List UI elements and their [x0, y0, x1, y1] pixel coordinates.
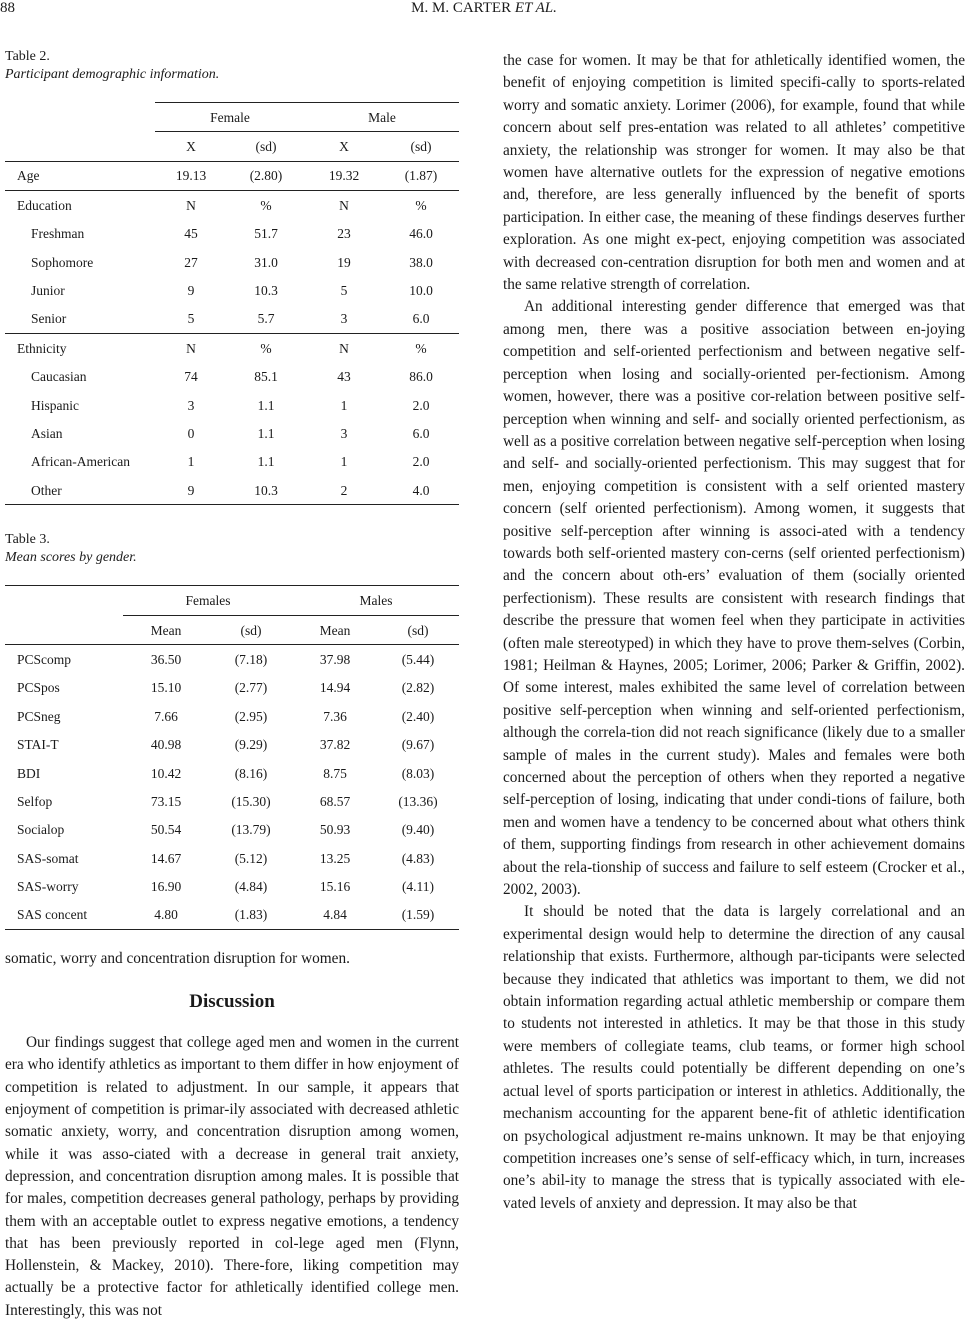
table2-row-label: Other — [31, 482, 62, 498]
table2-row-label: Age — [17, 168, 40, 184]
discussion-paragraph-2: the case for women. It may be that for athletically identified women, the benefit of enjoying competition is limited specifi-cally to sports-related worry and somatic anxiety. Lorimer (2006), for example, found that while concern about self pres-entation was related to all athletes’ competitive anxiety, the relationship was stronger for women. It may also be that women have alternative outlets for the expression of negative emotions and, therefore, are less generally influenced by the benefit of sports participation. In either case, the meaning of these findings deserves further exploration. As one might ex-pect, enjoying competition was associated with decreased con-centration disruption for both men and women and at the same relative strength of correlation. — [503, 52, 965, 294]
table2-row — [5, 161, 459, 190]
table3-cell: (9.67) — [401, 737, 435, 753]
table2-group-male: Male — [305, 103, 459, 132]
table2-cell: 2.0 — [412, 397, 430, 413]
table2-cell: % — [415, 340, 427, 356]
table2-row — [5, 334, 459, 363]
table3-cell: 37.82 — [319, 737, 351, 753]
table3-mean-scores — [5, 585, 459, 930]
table2-group-row — [5, 103, 459, 132]
table2-cell: 19 — [337, 254, 351, 270]
table2-col-sd1: (sd) — [255, 139, 277, 155]
table3-cell: (2.82) — [401, 680, 435, 696]
table2-cell: 3 — [340, 311, 348, 327]
table2-col-x1: X — [186, 139, 196, 155]
table2-cell: 1 — [340, 397, 348, 413]
table3-col-sd2: (sd) — [407, 622, 429, 638]
table2-cell: 10.3 — [254, 482, 278, 498]
table3-cell: 10.42 — [150, 765, 182, 781]
table3-cell: 73.15 — [150, 793, 182, 809]
table3-row — [5, 787, 459, 815]
table3-cell: 4.84 — [323, 907, 347, 923]
table3-cell: 36.50 — [150, 651, 182, 667]
right-column — [503, 50, 965, 1215]
table3-caption-title: Mean scores by gender. — [5, 550, 137, 566]
table2-row — [5, 391, 459, 419]
table2-cell: 51.7 — [254, 226, 278, 242]
table2-row — [5, 363, 459, 391]
table3-cell: (4.11) — [401, 879, 435, 895]
running-authors — [0, 0, 968, 17]
table2-demographics — [5, 102, 459, 505]
table2-cell: 1.1 — [257, 454, 275, 470]
table2-row — [5, 220, 459, 248]
table2-row — [5, 276, 459, 304]
table3-row-label: STAI-T — [17, 737, 59, 753]
table3-cell: 8.75 — [323, 765, 347, 781]
table3-row-label: Socialop — [17, 822, 65, 838]
table3-cell: (4.84) — [234, 879, 268, 895]
table2-cell: 5 — [340, 283, 348, 299]
table2-cell: 19.32 — [328, 168, 360, 184]
table3-group-male: Males — [293, 586, 459, 615]
table3-row — [5, 730, 459, 758]
table3-cell: (13.79) — [231, 822, 271, 838]
lead-text: somatic, worry and concentration disruption for women. — [5, 950, 350, 968]
table2-row-label: Hispanic — [31, 397, 79, 413]
table2-cell: 6.0 — [412, 311, 430, 327]
table2-cell: 45 — [184, 226, 198, 242]
table3-cell: (5.44) — [401, 651, 435, 667]
table2-body — [5, 161, 459, 505]
table3-row — [5, 816, 459, 844]
table3-col-m2: Mean — [319, 622, 351, 638]
table3-cell: 37.98 — [319, 651, 351, 667]
table3-row — [5, 674, 459, 702]
table3-cell: 68.57 — [319, 793, 351, 809]
table2-cell: 9 — [187, 482, 195, 498]
table3-cell: (2.77) — [234, 680, 268, 696]
table3-cell: (9.29) — [234, 737, 268, 753]
table3-cell: 50.54 — [150, 822, 182, 838]
table2-cell: % — [415, 197, 427, 213]
table2-cell: 23 — [337, 226, 351, 242]
table2-caption-title: Participant demographic information. — [5, 67, 220, 82]
table3-group-row — [5, 586, 459, 615]
table2-cell: 10.0 — [409, 283, 433, 299]
table3-cell: 7.36 — [323, 708, 347, 724]
table2-col-header-row — [5, 132, 459, 161]
table2-cell: 27 — [184, 254, 198, 270]
left-column — [5, 48, 459, 1322]
table2-cell: 1 — [187, 454, 195, 470]
table2-row — [5, 448, 459, 476]
table2-row — [5, 305, 459, 334]
table2-cell: 3 — [187, 397, 195, 413]
table2-row-label: Sophomore — [31, 254, 94, 270]
table3-cell: (8.16) — [234, 765, 268, 781]
table2-cell: % — [260, 340, 272, 356]
table2-cell: 74 — [184, 369, 198, 385]
table2-row-label: Junior — [31, 283, 65, 299]
table2-row — [5, 248, 459, 276]
table2-row — [5, 419, 459, 447]
table3-cell: (1.59) — [401, 907, 435, 923]
table3-cell: 13.25 — [319, 850, 351, 866]
table2-row-label: Caucasian — [31, 369, 87, 385]
table2-cell: 38.0 — [409, 254, 433, 270]
table3-body — [5, 645, 459, 930]
table3-row-label: SAS concent — [17, 907, 88, 923]
table2-cell: 85.1 — [254, 369, 278, 385]
table2-col-sd2: (sd) — [410, 139, 432, 155]
table3-cell: (2.40) — [401, 708, 435, 724]
table3-row — [5, 872, 459, 900]
table2-cell: % — [260, 197, 272, 213]
table3-cell: (7.18) — [234, 651, 268, 667]
table2-cell: 1.1 — [257, 397, 275, 413]
table2-cell: 3 — [340, 425, 348, 441]
table3-col-header-row — [5, 615, 459, 644]
table2-cell: 2 — [340, 482, 348, 498]
table2-cell: 10.3 — [254, 283, 278, 299]
table2-cell: 1.1 — [257, 425, 275, 441]
table3-row — [5, 844, 459, 872]
table3-cell: 7.66 — [154, 708, 178, 724]
table3-cell: (15.30) — [231, 793, 271, 809]
discussion-paragraph-4: It should be noted that the data is largely correlational and an experimental design would help to determine the direction of any causal relationship that exists. Furthermore, although par-ticipants were selected because they indicated that athletics was important to them, we did not obtain information regarding actual athletic membership or compare them to students not interested in athletics. It may be that those in this study were members of collegiate teams, club teams, or former high school athletes. The results could potentially be different depending on one’s actual level of sports participation or interest in athletics. Additionally, the mechanism accounting for the apparent bene-fit of athletic identification on psychological adjustment re-mains unknown. It may be that enjoying competition increases one’s sense of self-efficacy which, in turn, increases one’s abil-ity to manage the stress that is typically associated with ele-vated levels of anxiety and depression. It may also be that — [503, 903, 965, 1212]
table2-group-female: Female — [155, 103, 305, 132]
table3-cell: 50.93 — [319, 822, 351, 838]
table3-row — [5, 645, 459, 674]
table2-row-label: Education — [17, 197, 72, 213]
page-number: 88 — [0, 0, 15, 16]
table2-cell: 1 — [340, 454, 348, 470]
table2-cell: 31.0 — [254, 254, 278, 270]
table3-row-label: Selfop — [17, 793, 53, 809]
table2-cell: (2.80) — [249, 168, 283, 184]
table3-caption-number: Table 3. — [5, 532, 50, 548]
table2-cell: 19.13 — [175, 168, 207, 184]
table2-caption-number: Table 2. — [5, 49, 50, 64]
table3-row-label: PCSneg — [17, 708, 61, 724]
et-al: ET AL. — [514, 0, 557, 16]
table2-cell: 9 — [187, 283, 195, 299]
page-header — [0, 0, 968, 18]
table3-cell: (5.12) — [234, 850, 268, 866]
table3-col-m1: Mean — [150, 622, 182, 638]
table3-row — [5, 702, 459, 730]
table3-cell: 14.67 — [150, 850, 182, 866]
table3-cell: (8.03) — [401, 765, 435, 781]
table3-cell: (9.40) — [401, 822, 435, 838]
table2-row-label: Asian — [31, 425, 63, 441]
table3-row-label: SAS-worry — [17, 879, 79, 895]
table3-row-label: PCScomp — [17, 651, 72, 667]
table2-cell: N — [339, 340, 349, 356]
table2-cell: 0 — [187, 425, 195, 441]
table2-row — [5, 476, 459, 505]
table3-cell: 14.94 — [319, 680, 351, 696]
table3-row-label: SAS-somat — [17, 850, 79, 866]
table3-row — [5, 759, 459, 787]
author-name: M. M. CARTER — [411, 0, 512, 16]
table2-cell: 43 — [337, 369, 351, 385]
table3-cell: 15.16 — [319, 879, 351, 895]
table2-row — [5, 191, 459, 220]
discussion-paragraph-3: An additional interesting gender difference that emerged was that among men, there was a positive association between en-joying competition and self-oriented perfectionism and between negative self-perception when losing and socially-oriented per-fectionism. Among women, however, there was a positive cor-relation between positive self-perception when winning and self- and socially oriented perfectionism, as well as a positive correlation between negative self-perception when losing and self- and socially-oriented perfectionism. This may suggest that for men, enjoying competition is consistent with a self oriented mastery concern (self oriented perfectionism). Among women, it suggests that positive self-perception after winning is associ-ated with a tendency towards both self-oriented mastery con-cerns (self oriented perfectionism) and the concern about oth-ers’ evaluation of them (socially oriented perfectionism). These results are consistent with research findings that describe the pressure that women feel when they participate in activities (often male stereotyped) in which they have to prove them-selves (Corbin, 1981; Heilman & Haynes, 2005; Lorimer, 2006; Parker & Griffin, 2002). Of some interest, males exhibited the same level of correlation between positive self-perception when winning and self-oriented perfectionism, although the correla-tion did not reach significance (likely due to a smaller sample of males in the current study). Males and females were both concerned about the perception of others when they reported a negative self-perception of losing, indicating that under condi-tions of failure, both men and women have a tendency to be concerned about what others think of them, supporting findings from research in other achievement domains about the rela-tionship of success and failure to self esteem (Crocker et al., 2002, 2003). — [503, 298, 965, 899]
table2-cell: 46.0 — [409, 226, 433, 242]
table3-row-label: BDI — [17, 765, 41, 781]
table2-cell: 5 — [187, 311, 195, 327]
table2-cell: 2.0 — [412, 454, 430, 470]
table2-cell: N — [186, 340, 196, 356]
table3-row — [5, 901, 459, 930]
table2-cell: 86.0 — [409, 369, 433, 385]
table3-cell: (4.83) — [401, 850, 435, 866]
table3-row-label: PCSpos — [17, 680, 60, 696]
table3-cell: (13.36) — [398, 793, 438, 809]
discussion-paragraph-1: Our findings suggest that college aged men and women in the current era who identify athletics as important to them differ in how enjoyment of competition is related to adjustment. In our sample, it appears that enjoyment of competition is primar-ily associated with decreased athletic somatic anxiety, worry, and concentration disruption among women, while it was asso-ciated with a decrease in general trait anxiety, depression, and concentration disruption among males. It is possible that for males, competition decreases general pathology, perhaps by providing them with an acceptable outlet to express negative emotions, a tendency that has been previously reported in col-lege aged men (Flynn, Hollenstein, & Mackey, 2010). There-fore, liking competition may actually be a protective factor for athletically identified college men. Interestingly, this was not — [5, 1034, 459, 1319]
table3-cell: (2.95) — [234, 708, 268, 724]
table2-cell: 6.0 — [412, 425, 430, 441]
table2-cell: (1.87) — [404, 168, 438, 184]
table2-row-label: Senior — [31, 311, 67, 327]
table2-row-label: Ethnicity — [17, 340, 67, 356]
table3-group-female: Females — [123, 586, 293, 615]
table2-cell: N — [186, 197, 196, 213]
table3-col-sd1: (sd) — [240, 622, 262, 638]
table3-cell: 15.10 — [150, 680, 182, 696]
discussion-heading: Discussion — [189, 991, 275, 1013]
table3-cell: 4.80 — [154, 907, 178, 923]
table3-cell: 16.90 — [150, 879, 182, 895]
table2-col-x2: X — [339, 139, 349, 155]
table2-row-label: African-American — [31, 454, 130, 470]
table3-cell: (1.83) — [234, 907, 268, 923]
table2-cell: 5.7 — [257, 311, 275, 327]
table2-cell: N — [339, 197, 349, 213]
table2-row-label: Freshman — [31, 226, 85, 242]
table2-cell: 4.0 — [412, 482, 430, 498]
table3-cell: 40.98 — [150, 737, 182, 753]
